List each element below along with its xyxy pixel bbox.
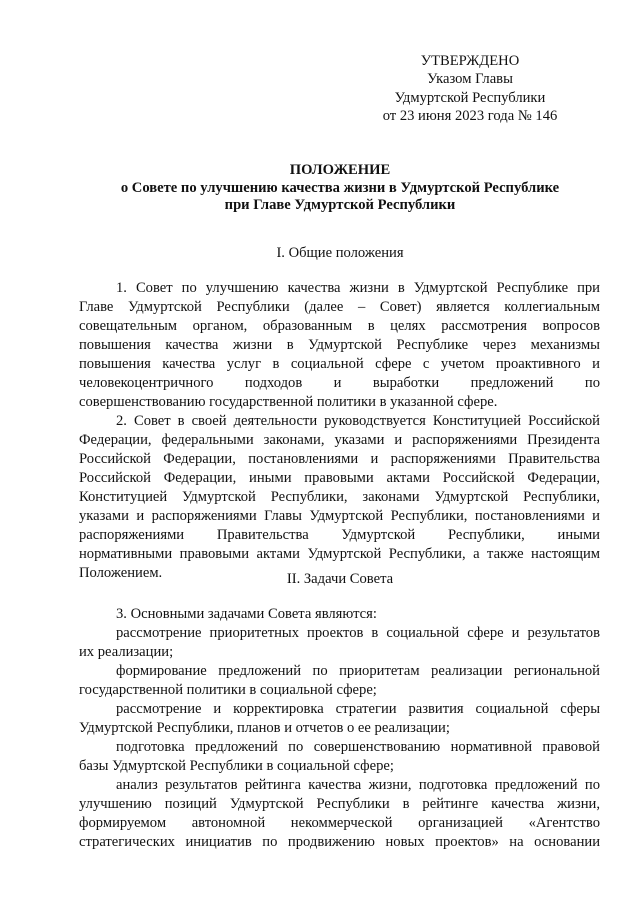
approval-stamp [372, 52, 568, 126]
section2-heading: II. Задачи Совета [286, 571, 394, 587]
text-line: Конституцией Удмуртской Республики, законами Удмуртской Республики, [79, 489, 600, 505]
text-line: повышения качества жизни в Удмуртской Республике через механизмы [79, 337, 600, 353]
text-line: Российской Федерации, постановлениями и распоряжениями Правительства [79, 451, 600, 467]
title-subtitle-line2: при Главе Удмуртской Республики [224, 197, 456, 213]
text-line: 2. Совет в своей деятельности руководствуется Конституцией Российской [116, 413, 600, 429]
text-line: повышения качества услуг в социальной сфере с учетом проактивного и [79, 356, 600, 372]
text-line: Главе Удмуртской Республики (далее – Совет) является коллегиальным [79, 299, 600, 315]
text-line: совещательным органом, образованным в целях рассмотрения вопросов [79, 318, 600, 334]
text-line: нормативными правовыми актами Удмуртской Республики, а также настоящим [79, 546, 600, 562]
text-line: распоряжениями Правительства Удмуртской Республики, иными [79, 527, 600, 543]
list-item-line: улучшению позиций Удмуртской Республики в рейтинге качества жизни, [79, 796, 600, 812]
list-item-line: анализ результатов рейтинга качества жизни, подготовка предложений по [116, 777, 600, 793]
section2-intro: 3. Основными задачами Совета являются: [116, 606, 377, 622]
section1-heading: I. Общие положения [276, 245, 404, 261]
text-line: Положением. [79, 565, 163, 581]
text-line: Федерации, федеральными законами, указами и распоряжениями Президента [79, 432, 600, 448]
list-item-line: формируемом автономной некоммерческой организацией «Агентство [79, 815, 600, 831]
text-line: указами и распоряжениями Главы Удмуртской Республики, постановлениями и [79, 508, 600, 524]
approval-date-number: от 23 июня 2023 года № 146 [382, 108, 558, 125]
approval-status: УТВЕРЖДЕНО [420, 53, 520, 69]
title-heading: ПОЛОЖЕНИЕ [289, 162, 391, 178]
list-item-line: рассмотрение приоритетных проектов в социальной сфере и результатов [116, 625, 600, 641]
list-item-line: базы Удмуртской Республики в социальной сфере; [79, 758, 394, 774]
section1-paragraph1 [79, 279, 600, 412]
list-item-line: их реализации; [79, 644, 174, 660]
document-title [60, 162, 620, 215]
section1-paragraph2 [79, 412, 600, 583]
list-item-line: формирование предложений по приоритетам реализации региональной [116, 663, 600, 679]
approval-region: Удмуртской Республики [394, 89, 546, 106]
list-item-line: стратегических инициатив по продвижению новых проектов» на основании [79, 834, 600, 850]
list-item-line: подготовка предложений по совершенствованию нормативной правовой [116, 739, 600, 755]
list-item-line: государственной политики в социальной сфере; [79, 682, 377, 698]
list-item-line: Удмуртской Республики, планов и отчетов о ее реализации; [79, 720, 450, 736]
section2-list [79, 605, 600, 852]
title-subtitle-line1: о Совете по улучшению качества жизни в Удмуртской Республике [120, 179, 560, 196]
text-line: совершенствованию государственной политики в указанной сфере. [79, 394, 498, 410]
list-item-line: рассмотрение и корректировка стратегии развития социальной сферы [116, 701, 600, 717]
text-line: человекоцентричного подходов и выработки предложений по [79, 375, 600, 391]
text-line: Российской Федерации, иными правовыми актами Российской Федерации, [79, 470, 600, 486]
text-line: 1. Совет по улучшению качества жизни в Удмуртской Республике при [116, 280, 600, 296]
approval-by: Указом Главы [427, 71, 513, 88]
